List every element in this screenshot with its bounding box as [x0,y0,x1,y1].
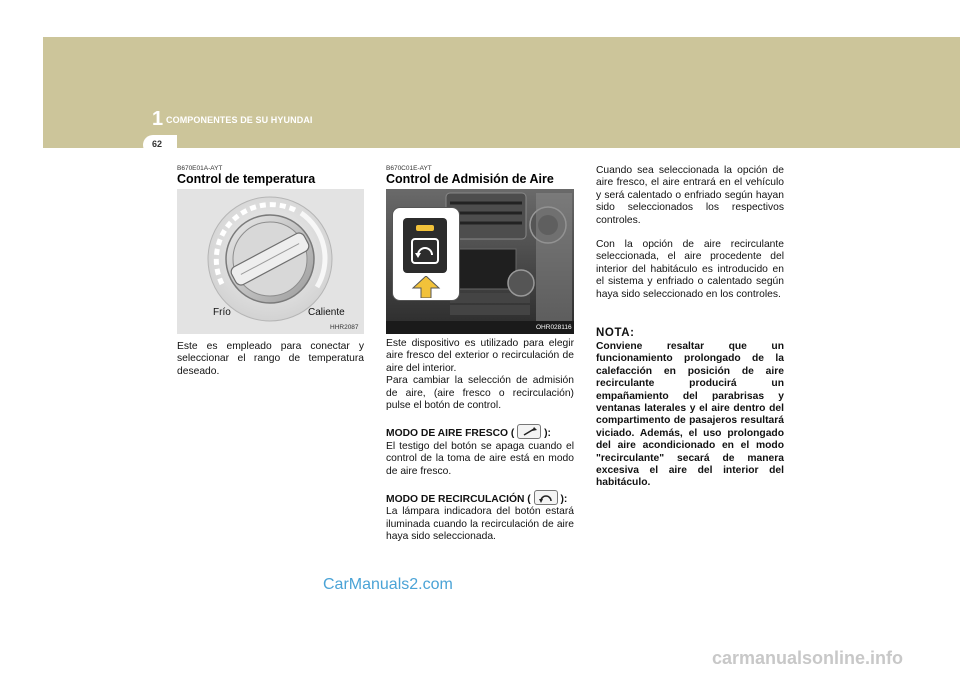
recirculation-mode-title [386,490,574,506]
recirc-title-start: MODO DE RECIRCULACIÓN ( [386,494,531,506]
temperature-figure-code: HHR2087 [330,324,359,331]
recirculation-description: La lámpara indicadora del botón estará iluminada cuando la recirculación de aire haya sido seleccionada. [386,506,574,543]
recirc-title-end: ): [560,494,568,506]
recirculation-small-icon [534,490,558,505]
temperature-description: Este es empleado para conectar y seleccionar el rango de temperatura deseado. [177,341,364,377]
page-number: 62 [152,139,163,149]
temperature-knob-figure [177,189,364,334]
fresh-air-description: El testigo del botón se apaga cuando el control de la toma de aire está en modo de aire fresco. [386,440,574,477]
fresh-air-title-start: MODO DE AIRE FRESCO ( [386,428,515,440]
fresh-air-mode-title [386,424,574,440]
hot-label: Caliente [308,307,345,318]
right-column-text [596,165,784,313]
arrow-up-icon [411,276,441,298]
air-intake-figure [386,189,574,334]
recirculation-explanation: Con la opción de aire recirculante seleccionada, el aire procedente del interior del habitáculo es introducido en el sistema y enfriado o calentado según haya sido seleccionado en los controles. [596,239,784,300]
air-intake-section-code: B670C01E-AYT [386,165,432,172]
temperature-section-code: B670E01A-AYT [177,165,223,172]
recirculation-icon [403,233,447,273]
cold-label: Frío [213,307,231,318]
fresh-air-icon [517,424,541,439]
watermark-carmanuals2-link[interactable]: CarManuals2.com [323,576,453,593]
temperature-heading: Control de temperatura [177,172,316,186]
air-intake-figure-code: OHR028116 [536,324,572,331]
indicator-lamp-icon [416,225,434,231]
recirculation-button-callout [392,207,460,301]
fresh-air-explanation: Cuando sea seleccionada la opción de aire fresco, el aire entrará en el vehículo y será calentado o enfriado según hayan sido seleccionados los respectivos controles. [596,165,784,226]
watermark-carmanualsonline: carmanualsonline.info [712,648,904,668]
air-intake-paragraph-1: Este dispositivo es utilizado para elegir aire fresco del exterior o recirculación de aire del interior. [386,338,574,374]
header-band [43,37,960,148]
note-title: NOTA: [596,327,635,339]
note-text: Conviene resaltar que un funcionamiento prolongado de la calefacción en posición de aire recirculante producirá un empañamiento del parabrisas y ventanas laterales y el aire dentro del compartimento de pasajeros resultará viciado. Además, el uso prolongado del aire acondicionado en el modo "recirculante" secará de manera excesiva el aire del interior del habitáculo. [596,341,784,489]
recirculation-button [403,218,447,273]
fresh-air-title-end: ): [544,428,551,440]
air-intake-paragraph-2: Para cambiar la selección de admisión de aire, (aire fresco o recirculación) pulse el botón de control. [386,375,574,412]
air-intake-body [386,338,574,544]
chapter-number: 1 [152,108,164,130]
air-intake-heading: Control de Admisión de Aire [386,172,554,186]
chapter-title: COMPONENTES DE SU HYUNDAI [166,115,313,125]
